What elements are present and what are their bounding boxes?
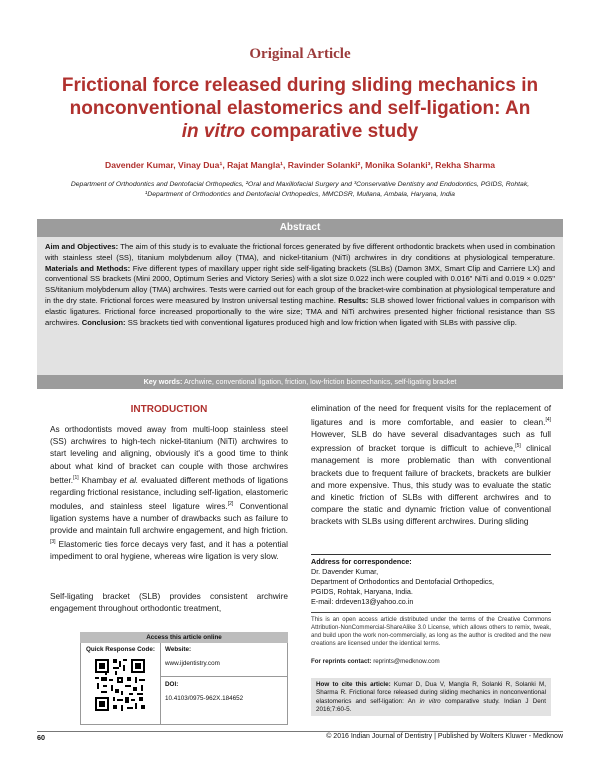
- correspondence-email[interactable]: E-mail: drdeven13@yahoo.co.in: [311, 597, 414, 606]
- ref-1: [1]: [73, 474, 79, 481]
- intro-p1c: evaluated different methods of ligations regarding frictional resistance, including self-ligation, elastomeric modules, and stainless steel ligature wires.: [50, 474, 288, 511]
- ref-3: [3]: [50, 539, 56, 546]
- license-text: This is an open access article distributed under the terms of the Creative Commons Attribution-NonCommercial-ShareAlike 3.0 License, which allows others to remix, tweak, and build upon the work non-commercially, as long as the author is credited and the new creations are licensed under the identical terms.: [311, 616, 551, 647]
- introduction-paragraph-2: Self-ligating bracket (SLB) provides consistent archwire engagement throughout orthodontic treatment,: [50, 591, 288, 614]
- website-link[interactable]: www.ijdentistry.com: [165, 660, 220, 667]
- access-divider-horizontal: [160, 676, 288, 677]
- affiliation: Department of Orthodontics and Dentofacial Orthopedics, ²Oral and Maxillofacial Surgery and ³Conservative Dentistry and Endodontics, PGIDS, Rohtak, ¹Department of Orthodontics and Dentofacial Orthopedics, MMCDSR, Mullana, Ambala, Haryana, India: [70, 181, 530, 198]
- doi-value[interactable]: 10.4103/0975-962X.184652: [165, 695, 244, 702]
- section-label: Original Article: [249, 46, 351, 62]
- abstract-results-text: SLB showed lower frictional values in comparison with elastic ligatures. Frictional force increased proportionally to the wire size; TMA and NiTi archwires presented higher frictional resistance than SS archwires.: [45, 295, 555, 327]
- abstract-aim-label: Aim and Objectives:: [45, 242, 119, 251]
- correspondence-dept: Department of Orthodontics and Dentofacial Orthopedics,: [311, 577, 494, 586]
- ref-4: [4]: [545, 417, 551, 424]
- reprints-label: For reprints contact:: [311, 658, 372, 665]
- keywords-bar: [37, 375, 563, 389]
- doi-label: DOI:: [165, 681, 179, 688]
- introduction-paragraph-1: [50, 423, 288, 563]
- introduction-paragraph-3: [311, 402, 551, 528]
- title-line-2: nonconventional elastomerics and self-ligation: An: [69, 98, 531, 119]
- intro-p1b: Khambay: [78, 474, 120, 485]
- abstract-conclusion-label: Conclusion:: [81, 317, 126, 327]
- article-title: [40, 74, 560, 143]
- abstract-methods-label: Materials and Methods:: [45, 263, 131, 273]
- intro-p3c: clinical management is more problematic than with conventional brackets due to frequent failure of brackets, brackets are bulkier and more expensive. Thus, this study was to evaluate the static and kinetic friction of SLBs with different archwires and to compare the static and dynamic friction value of conventional brackets with SLBs using different archwires. During sliding: [311, 443, 551, 527]
- keywords-text: Archwire, conventional ligation, friction, low-friction biomechanics, self-ligating bracket: [182, 377, 457, 386]
- correspondence-name: Dr. Davender Kumar,: [311, 567, 379, 576]
- reprints-email[interactable]: reprints@medknow.com: [371, 658, 440, 665]
- abstract-heading: Abstract: [37, 219, 563, 237]
- reprints-line: [311, 658, 551, 665]
- title-line-3-rest: comparative study: [245, 121, 419, 142]
- intro-p3: elimination of the need for frequent visits for the replacement of ligatures and is more comfortable, and easier to clean.: [311, 403, 551, 427]
- intro-etal: et al.: [119, 474, 139, 485]
- intro-p1e: Elastomeric ties force decays very fast, and it has a potential impediment to oral hygiene, whereas wire ligation is very slow.: [50, 539, 288, 562]
- abstract-conclusion-text: SS brackets tied with conventional ligatures produced high and low friction when ligated with SLBs with passive clip.: [125, 317, 517, 327]
- correspondence-heading: Address for correspondence:: [311, 557, 412, 566]
- website-label: Website:: [165, 646, 192, 653]
- license-divider: [311, 612, 551, 613]
- page-number: 60: [37, 733, 45, 742]
- intro-p1d: Conventional ligation systems have a number of drawbacks such as failure to provide and maintain full archwire engagement, and high friction.: [50, 500, 288, 536]
- cite-italic: in vitro: [419, 697, 441, 705]
- abstract-results-label: Results:: [338, 295, 369, 305]
- abstract-body: [37, 237, 563, 375]
- intro-p3b: However, SLB do have several disadvantages such as full expression of bracket torque is difficult to achieve,: [311, 429, 551, 454]
- access-heading: Access this article online: [80, 632, 288, 643]
- qr-code-graphic: [93, 657, 147, 713]
- footer-divider: [37, 731, 563, 732]
- keywords-label: Key words:: [143, 377, 183, 386]
- cite-label: How to cite this article:: [316, 681, 391, 688]
- intro-p1: As orthodontists moved away from multi-loop stainless steel (SS) archwires to high-tech nickel-titanium (NiTi) archwires to start leveling and aligning, obviously it's a good time to think about what kind of bracket can couple with those archwires better.: [50, 424, 288, 485]
- cite-box: [311, 678, 551, 716]
- footer-copyright: © 2016 Indian Journal of Dentistry | Published by Wolters Kluwer - Medknow: [326, 733, 563, 740]
- title-italic: in vitro: [181, 121, 246, 142]
- authors: Davender Kumar, Vinay Dua¹, Rajat Mangla¹, Ravinder Solanki², Monika Solanki³, Rekha Sharma: [104, 160, 496, 170]
- ref-5: [5]: [515, 443, 521, 450]
- abstract-aim-text: The aim of this study is to evaluate the frictional forces generated by five different orthodontic brackets when used in combination with stainless steel (SS), titanium molybdenum alloy (TMA), and nickel-titanium (NiTi) archwires in dry conditions at physiological temperature.: [45, 242, 555, 262]
- correspondence-block: [311, 557, 551, 607]
- cite-text: Kumar D, Dua V, Mangla R, Solanki R, Solanki M, Sharma R. Frictional force released during sliding mechanics in nonconventional elastomerics and self-ligation: An: [316, 681, 546, 705]
- ref-2: [2]: [227, 500, 234, 507]
- correspondence-place: PGIDS, Rohtak, Haryana, India.: [311, 587, 413, 596]
- title-line-3: [40, 120, 560, 143]
- cite-rest: comparative study. Indian J Dent 2016;7:60-5.: [316, 697, 546, 714]
- title-line-1: Frictional force released during sliding mechanics in: [61, 75, 539, 96]
- access-divider-vertical: [160, 643, 161, 725]
- correspondence-divider: [311, 554, 551, 555]
- qr-code-icon[interactable]: [93, 657, 147, 713]
- introduction-heading: INTRODUCTION: [130, 404, 208, 415]
- abstract-methods-text: Five different types of maxillary upper right side self-ligating brackets (SLBs) (Damon 3MX, Smart Clip and Carriere LX) and conventional SS brackets (Mini 2000, Optimum Series and Victory Series) with a slot size 0.022 inch were coupled with 0.016" NiTi and 0.019 × 0.025" SS/titanium molybdenum alloy (TMA) archwires. Tests were carried out for each group of the bracket-wire combination at physiological temperature and in the dry state. Frictional forces were measured by Instron universal testing machine.: [45, 263, 555, 305]
- qr-label: Quick Response Code:: [86, 646, 155, 653]
